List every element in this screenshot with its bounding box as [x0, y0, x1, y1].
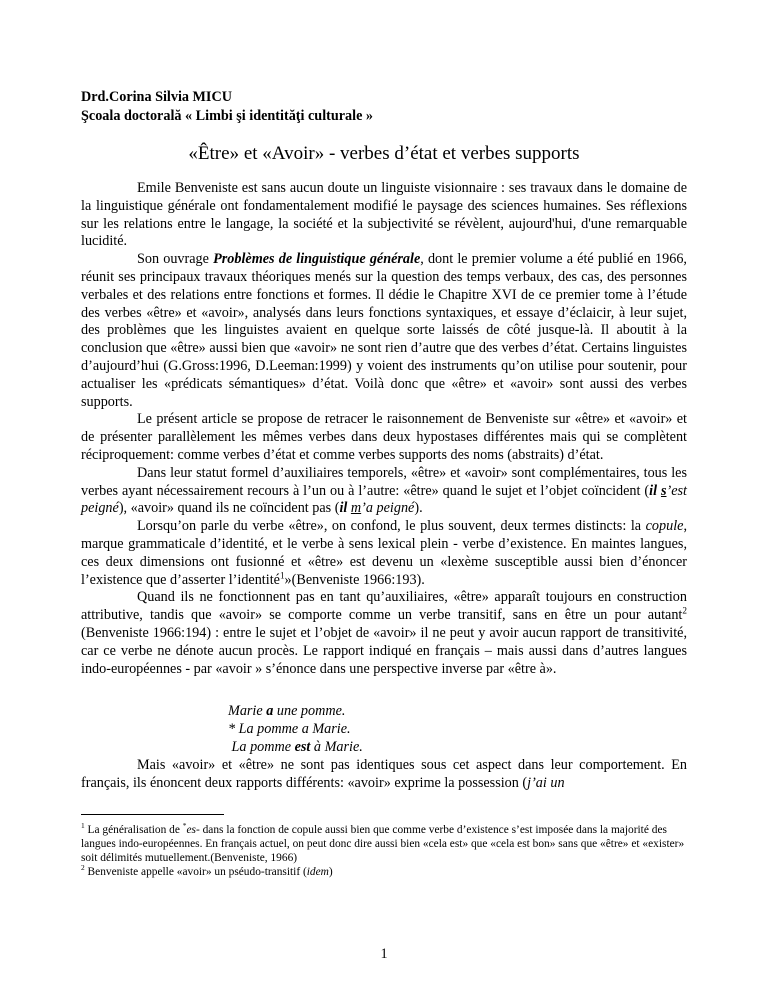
paragraph-6-text-a: Quand ils ne fonctionnent pas en tant qu’auxiliaires, «être» apparaît toujours en construction attributive, tandis que «avoir» se comporte comme un verbe transitif, sans en être un pour autant	[81, 589, 687, 624]
example-1: Marie a une pomme.	[228, 703, 346, 719]
example-nonreflexive: il m’a peigné	[339, 500, 415, 517]
footnote-2: $^2$ Benveniste appelle «avoir» un pséudo-transitif (idem)	[81, 862, 333, 878]
example-3: La pomme est à Marie.	[231, 738, 363, 755]
footnotes	[81, 821, 687, 880]
paragraph-1: Emile Benveniste est sans aucun doute un linguiste visionnaire : ses travaux dans le domaine de la linguistique générale ont fondamentalement modifié le paysage des sciences humaines. Ses réflexions sur les relations entre le langage, la société et la subjectivité se révèlent, aujourd'hui, d'une remarquable lucidité.	[81, 180, 687, 250]
paragraph-3: Le présent article se propose de retracer le raisonnement de Benveniste sur «être» et «avoir» et de présenter parallèlement les mêmes verbes dans deux hypostases différentes mais qui se complètent réciproquement: comme verbes d’état et comme verbes supports des noms (abstraits) d’état.	[81, 411, 687, 463]
doctoral-school: Şcoala doctorală « Limbi şi identităţi culturale »	[81, 108, 374, 124]
paragraph-4-text-b: ), «avoir» quand ils ne coïncident pas (	[118, 500, 340, 517]
example-sentences	[228, 703, 363, 756]
paragraph-7	[81, 757, 687, 793]
author-name: Drd.Corina Silvia MICU	[81, 89, 232, 105]
paragraph-4	[81, 465, 687, 518]
example-1-verb: a	[266, 703, 274, 719]
footnote-ref-2[interactable]: 2	[682, 605, 687, 616]
paragraph-6	[81, 589, 687, 678]
paragraph-6-text-b: (Benveniste 1966:194) : entre le sujet et l’objet de «avoir» il ne peut y avoir aucun rapport de transitivité, car ce verbe ne dénote aucun procès. Le rapport indiqué en français – mais aussi dans d’autres langues indo-européennes - par «avoir » s’énonce dans une perspective inverse par «être à».	[81, 624, 687, 677]
article-title: «Être» et «Avoir» - verbes d’état et verbes supports	[188, 143, 580, 164]
paragraph-4-text-c: ).	[414, 500, 423, 517]
term-copule: copule	[645, 518, 684, 535]
article-body-continued	[81, 757, 687, 793]
footnote-ref-1[interactable]: 1	[279, 569, 285, 580]
paragraph-2	[81, 251, 687, 411]
example-3-verb: est	[294, 738, 311, 755]
paragraph-5	[81, 518, 687, 589]
footnote-separator	[81, 814, 224, 815]
page-number: 1	[380, 946, 388, 962]
book-title: Problèmes de linguistique générale	[213, 251, 421, 268]
paragraph-7-text-a: Mais «avoir» et «être» ne sont pas identiques sous cet aspect dans leur comportement. En français, ils énoncent deux rapports différents: «avoir» exprime la possession (	[81, 757, 687, 791]
paragraph-5-text-b: , marque grammaticale d’identité, et le verbe à sens lexical plein - verbe d’existence. En maintes langues, ces deux dimensions ont fusionné et «être» est devenu un «lexème susceptible aussi bien d’énoncer l’existence que d’asserter l’identité	[81, 518, 687, 588]
paragraph-4-text-a: Dans leur statut formel d’auxiliaires temporels, «être» et «avoir» sont complémentaires, tous les verbes ayant nécessairement recours à l’un ou à l’autre: «être» quand le sujet et l’objet coïncident (	[81, 464, 687, 499]
paragraph-7-example: j’ai un	[527, 774, 565, 791]
article-body	[81, 180, 687, 678]
footnote-1: $^1$ La généralisation de *es- dans la fonction de copule aussi bien que comme verbe d’existence s’est imposée dans la majorité des langues indo-européennes. En français actuel, on peut donc dire aussi bien «cela est» que «cela est bon» sans que «être» et «exister» soit délimités mutuellement.(Benveniste, 1966)	[81, 821, 685, 864]
paragraph-2-text-a: Son ouvrage	[137, 251, 214, 268]
example-2: * La pomme a Marie.	[228, 720, 351, 737]
paragraph-5-text-c: »(Benveniste 1966:193).	[284, 571, 425, 588]
paragraph-2-text-b: , dont le premier volume a été publié en 1966, réunit ses principaux travaux théoriques menés sur la question des temps verbaux, des cas, des personnes verbales et des relations entre fonctions et formes. Il dédie le Chapitre XVI de ce premier tome à l’étude des verbes «être» et «avoir», analysés dans leurs fonctions syntaxiques, et essaye d’éclaicir, à leur sujet, des problèmes que les linguistes avaient en quelque sorte laissés de côté jusque-là. Il aboutit à la conclusion que «être» aussi bien que «avoir» ne sont rien d’autre que des verbes d’état. Certains linguistes d’aujourd’hui (G.Gross:1996, D.Leeman:1999) y voient des instruments qu’on utilise pour soutenir, pour actualiser les «prédicats sémantiques» d’état. Voilà donc que «être» et «avoir» sont aussi des verbes supports.	[81, 251, 687, 410]
paragraph-5-text-a: Lorsqu’on parle du verbe «être», on confond, le plus souvent, deux termes distincts: la	[137, 518, 646, 535]
example-reflexive: il s’est peigné	[81, 482, 687, 517]
